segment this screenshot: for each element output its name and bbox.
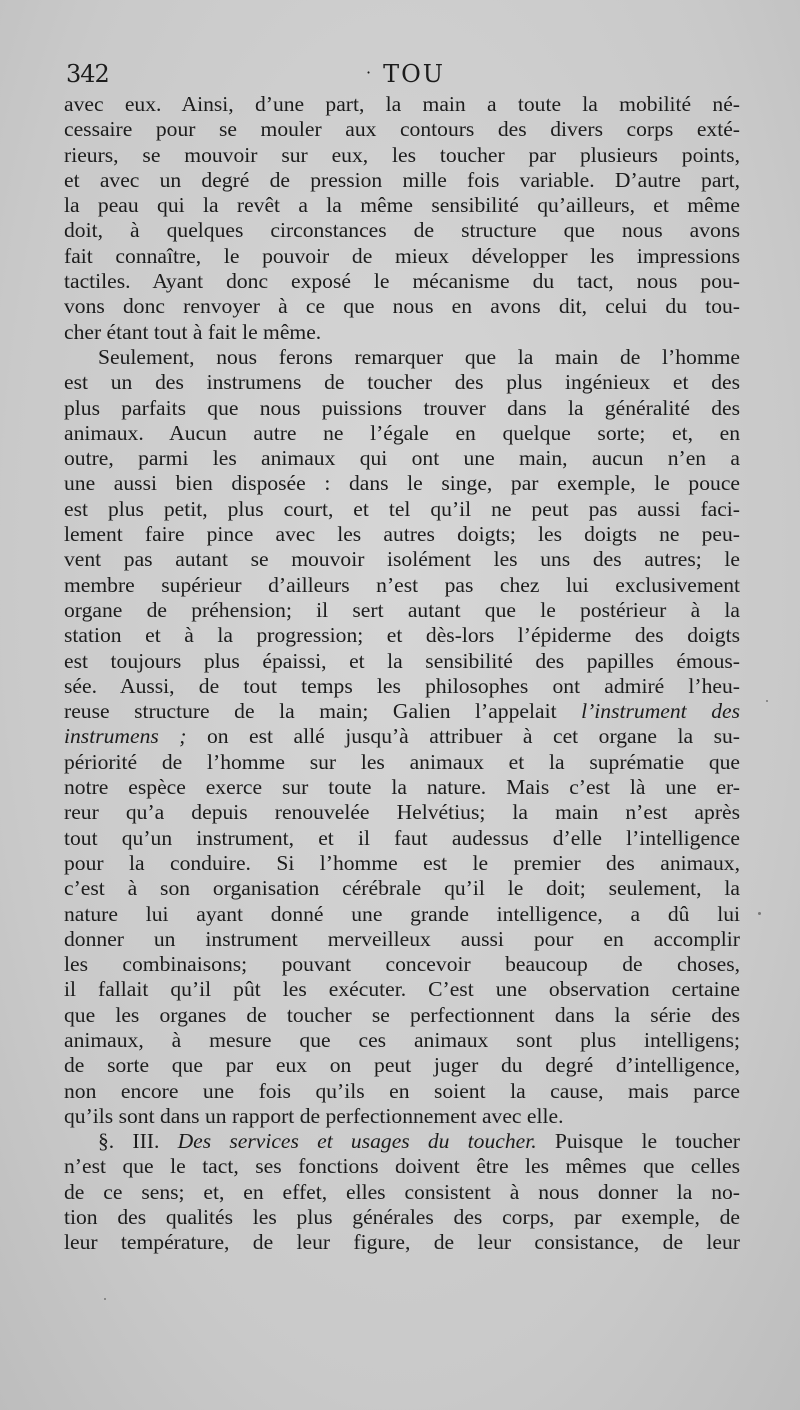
text-line: est plus petit, plus court, et tel qu’il ne peut pas aussi faci- xyxy=(64,496,740,521)
text-line: vent pas autant se mouvoir isolément les uns des autres; le xyxy=(64,547,740,572)
running-head-dot: · xyxy=(366,63,374,82)
italic-text: Des services et usages du toucher. xyxy=(177,1129,537,1154)
text-line: reur qu’a depuis renouvelée Helvétius; la main n’est après xyxy=(64,800,740,825)
running-head-title: TOU xyxy=(383,60,446,88)
text-line: avec eux. Ainsi, d’une part, la main a toute la mobilité né- xyxy=(64,92,740,116)
text-line: tion des qualités les plus générales des corps, par exemple, de xyxy=(64,1205,740,1230)
paper-speck xyxy=(104,1298,106,1300)
text-line: plus parfaits que nous puissions trouver dans la généralité des xyxy=(64,395,740,420)
text-line: n’est que le tact, ses fonctions doivent être les mêmes que celles xyxy=(64,1154,740,1179)
text-line: c’est à son organisation cérébrale qu’il le doit; seulement, la xyxy=(64,876,740,901)
text-line: une aussi bien disposée : dans le singe, par exemple, le pouce xyxy=(64,471,740,496)
paper-speck xyxy=(758,912,761,915)
body-text xyxy=(64,92,740,1256)
page-header xyxy=(66,58,626,94)
italic-text: instrumens ; xyxy=(64,724,187,749)
text-line: fait connaître, le pouvoir de mieux développer les impressions xyxy=(64,243,740,268)
paragraph-start: Seulement, nous ferons remarquer que la main de l’homme xyxy=(98,344,740,369)
text-line: qu’ils sont dans un rapport de perfectionnement avec elle. xyxy=(64,1103,564,1128)
text-line: pour la conduire. Si l’homme est le premier des animaux, xyxy=(64,850,740,875)
text-line: cher étant tout à fait le même. xyxy=(64,319,322,344)
text-line: vons donc renvoyer à ce que nous en avons dit, celui du tou- xyxy=(64,294,740,319)
text-line: de sorte que par eux on peut juger du degré d’intelligence, xyxy=(64,1053,740,1078)
text-line: et avec un degré de pression mille fois variable. D’autre part, xyxy=(64,167,740,192)
text-line: cessaire pour se mouler aux contours des divers corps exté- xyxy=(64,117,740,142)
text-line: les combinaisons; pouvant concevoir beaucoup de choses, xyxy=(64,952,740,977)
text-line: station et à la progression; et dès-lors l’épiderme des doigts xyxy=(64,623,740,648)
text-line: animaux. Aucun autre ne l’égale en quelque sorte; et, en xyxy=(64,420,740,445)
text-line: instrumens ; on est allé jusqu’à attribuer à cet organe la su- xyxy=(64,724,740,749)
text-line: reuse structure de la main; Galien l’appelait l’instrument des xyxy=(64,699,740,724)
text-line: leur température, de leur figure, de leur consistance, de leur xyxy=(64,1230,740,1255)
text-line: nature lui ayant donné une grande intelligence, a dû lui xyxy=(64,901,740,926)
text-line: tactiles. Ayant donc exposé le mécanisme du tact, nous pou- xyxy=(64,269,740,294)
text-line: est toujours plus épaissi, et la sensibilité des papilles émous- xyxy=(64,648,740,673)
section-heading-line: §. III. Des services et usages du toucher. Puisque le toucher xyxy=(98,1129,740,1154)
text-line: de ce sens; et, en effet, elles consistent à nous donner la no- xyxy=(64,1179,740,1204)
text-line: membre supérieur d’ailleurs n’est pas chez lui exclusivement xyxy=(64,572,740,597)
page-number: 342 xyxy=(66,60,109,88)
text-line: rieurs, se mouvoir sur eux, les toucher par plusieurs points, xyxy=(64,142,740,167)
text-line: tout qu’un instrument, et il faut audessus d’elle l’intelligence xyxy=(64,825,740,850)
text-line: lement faire pince avec les autres doigts; les doigts ne peu- xyxy=(64,522,740,547)
text-line: doit, à quelques circonstances de structure que nous avons xyxy=(64,218,740,243)
text-line: animaux, à mesure que ces animaux sont plus intelligens; xyxy=(64,1027,740,1052)
text-line: est un des instrumens de toucher des plus ingénieux et des xyxy=(64,370,740,395)
text-line: sée. Aussi, de tout temps les philosophes ont admiré l’heu- xyxy=(64,673,740,698)
running-head xyxy=(366,60,445,88)
text-line: organe de préhension; il sert autant que le postérieur à la xyxy=(64,597,740,622)
text-line: donner un instrument merveilleux aussi pour en accomplir xyxy=(64,926,740,951)
text-line: que les organes de toucher se perfectionnent dans la série des xyxy=(64,1002,740,1027)
text-line: il fallait qu’il pût les exécuter. C’est une observation certaine xyxy=(64,977,740,1002)
text-line: outre, parmi les animaux qui ont une main, aucun n’en a xyxy=(64,446,740,471)
text-line: notre espèce exerce sur toute la nature. Mais c’est là une er- xyxy=(64,775,740,800)
text-line: périorité de l’homme sur les animaux et la suprématie que xyxy=(64,749,740,774)
text-line: non encore une fois qu’ils en soient la cause, mais parce xyxy=(64,1078,740,1103)
italic-text: l’instrument des xyxy=(581,699,740,724)
paper-speck xyxy=(766,700,768,702)
text-line: la peau qui la revêt a la même sensibilité qu’ailleurs, et même xyxy=(64,193,740,218)
